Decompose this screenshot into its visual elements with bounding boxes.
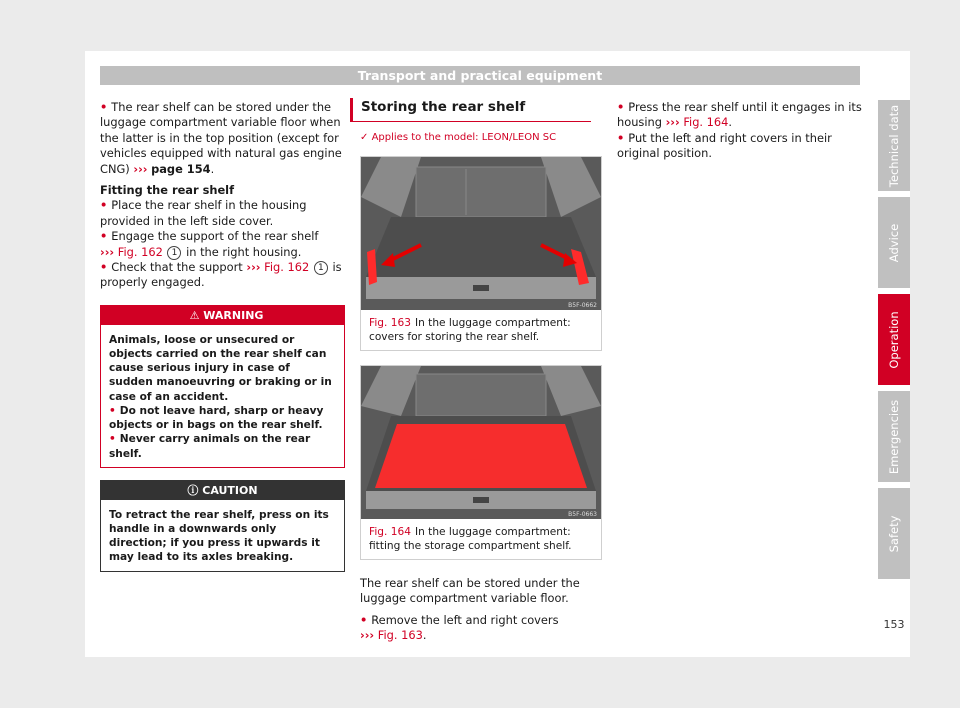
applies-note: ✓ Applies to the model: LEON/LEON SC — [360, 132, 557, 144]
caution-box — [100, 480, 345, 572]
warning-triangle-icon: ⚠ — [189, 308, 200, 322]
bullet-dot: • — [100, 100, 108, 114]
figure-163 — [360, 156, 602, 351]
list-item: • Press the rear shelf until it engages in its housing ››› Fig. 164. — [617, 100, 862, 130]
fig-link[interactable]: Fig. 162 — [117, 244, 163, 259]
check-icon: ✓ — [360, 132, 369, 144]
callout-number: 1 — [167, 246, 181, 260]
list-item: • Put the left and right covers in their original position. — [617, 130, 832, 161]
figure-caption: Fig. 163 In the luggage compartment: covers for storing the rear shelf. — [369, 316, 571, 343]
trunk-covers-image — [361, 157, 601, 310]
list-item: • Do not leave hard, sharp or heavy objects or in bags on the rear shelf. — [109, 404, 324, 432]
section-title: Storing the rear shelf — [350, 98, 591, 122]
fig-link[interactable]: Fig. 163 — [377, 628, 423, 643]
caution-header: ⓘ CAUTION — [101, 481, 344, 500]
list-item: • Never carry animals on the rear shelf. — [109, 433, 311, 460]
tab-operation[interactable]: Operation — [878, 294, 910, 385]
tab-safety[interactable]: Safety — [878, 488, 910, 579]
list-item: • Place the rear shelf in the housing provided in the left side cover. — [100, 198, 307, 228]
warning-box — [100, 305, 345, 468]
intro-paragraph: • The rear shelf can be stored under the luggage compartment variable floor when the latter is in the top position (except for vehicles equipped with natural gas engine CNG) ››› page 154. — [100, 100, 342, 176]
tab-advice[interactable]: Advice — [878, 197, 910, 288]
fig-link[interactable]: Fig. 162 — [264, 260, 310, 275]
page-number: 153 — [883, 618, 905, 631]
figure-caption: Fig. 164 In the luggage compartment: fitting the storage compartment shelf. — [369, 525, 572, 552]
image-code: B5F-0663 — [568, 510, 597, 518]
warning-body: Animals, loose or unsecured or objects carried on the rear shelf can cause serious injury in case of sudden manoeuvring or braking or in case of an accident. • Do not leave hard, sharp or heavy objects or in bags on the rear shelf. • Never carry animals on the rear shelf. — [101, 325, 344, 467]
fitting-heading: Fitting the rear shelf — [100, 183, 235, 198]
fig-link[interactable]: Fig. 164 — [683, 115, 729, 130]
figure-164 — [360, 365, 602, 560]
info-circle-icon: ⓘ — [187, 483, 199, 497]
callout-number: 1 — [314, 261, 328, 275]
trunk-shelf-image — [361, 366, 601, 519]
caution-body: To retract the rear shelf, press on its handle in a downwards only direction; if you press it upwards it may lead to its axles breaking. — [109, 508, 329, 564]
column-left — [100, 100, 345, 572]
column-right — [617, 100, 862, 162]
list-item: • Check that the support ››› Fig. 162 1 is properly engaged. — [100, 260, 342, 290]
list-item: • Engage the support of the rear shelf ››› Fig. 162 1 in the right housing. — [100, 229, 319, 259]
tab-technical-data[interactable]: Technical data — [878, 100, 910, 191]
warning-header: ⚠ WARNING — [101, 306, 344, 325]
tab-emergencies[interactable]: Emergencies — [878, 391, 910, 482]
image-code: B5F-0662 — [568, 301, 597, 309]
column-middle — [360, 98, 600, 643]
body-paragraph: The rear shelf can be stored under the luggage compartment variable floor. — [360, 575, 580, 606]
page-header: Transport and practical equipment — [100, 66, 860, 85]
page-link[interactable]: page 154 — [151, 161, 211, 176]
list-item: • Remove the left and right covers ››› Fig. 163. — [360, 612, 559, 643]
